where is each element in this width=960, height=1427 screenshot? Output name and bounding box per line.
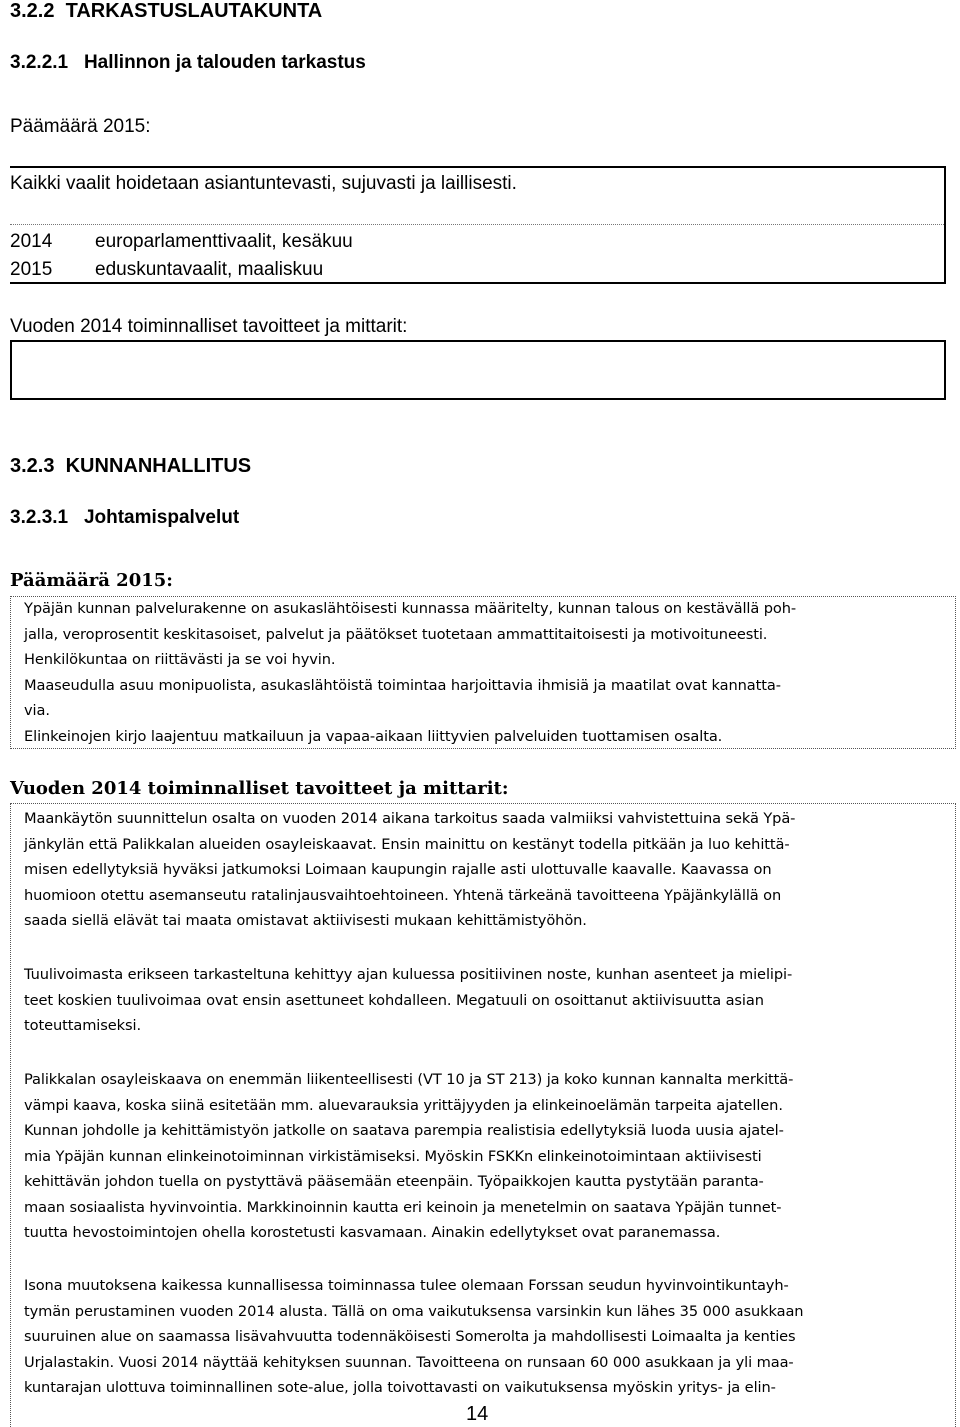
text-line: jalla, veroprosentit keskitasoiset, palvelut ja päätökset tuotetaan ammattitaitoisesti ja motivoituneesti. bbox=[24, 625, 768, 643]
election-row bbox=[10, 231, 353, 253]
section-number: 3.2.3.1 bbox=[10, 507, 69, 528]
audit-goal-text: Kaikki vaalit hoidetaan asiantuntevasti, sujuvasti ja laillisesti. bbox=[10, 173, 517, 194]
text-line: Henkilökuntaa on riittävästi ja se voi hyvin. bbox=[24, 651, 336, 668]
section-number: 3.2.2.1 bbox=[10, 52, 69, 73]
text-line: jänkylän että Palikkalan alueiden osayleiskaavat. Ensin mainittu on kestänyt todella pitkään ja luo kehittä- bbox=[24, 835, 790, 853]
text-line: Kunnan johdolle ja kehittämistyön jatkolle on saatava parempia realistisia edellytyksiä luoda uusia ajatel- bbox=[24, 1122, 784, 1139]
section-title: Johtamispalvelut bbox=[83, 507, 240, 528]
text-line: Isona muutoksena kaikessa kunnallisessa toiminnassa tulee olemaan Forssan seudun hyvinvointikuntayh- bbox=[24, 1277, 789, 1294]
text-line: Maaseudulla asuu monipuolista, asukaslähtöistä toimintaa harjoittavia ihmisiä ja maatilat ovat kannatta- bbox=[24, 676, 781, 694]
text-line: mia Ypäjän kunnan elinkeinotoiminnan virkistämiseksi. Myöskin FSKKn elinkeinotoimintaan aktiivisesti bbox=[24, 1147, 762, 1165]
election-year: 2015 bbox=[10, 259, 53, 280]
management-goal-text bbox=[24, 596, 796, 749]
page-number: 14 bbox=[466, 1403, 489, 1425]
text-line: huomioon otettu asemanseutu ratalinjausvaihtoehtoineen. Yhtenä tärkeänä tavoitteena Ypäjänkylällä on bbox=[24, 886, 782, 904]
text-line: tymän perustaminen vuoden 2014 alusta. Tällä on oma vaikutuksensa varsinkin kun lähes 35 000 asukkaan bbox=[24, 1302, 804, 1320]
text-line: suuruinen alue on saamassa lisävahvuutta todennäköisesti Somerolta ja mahdollisesti Loimaalta ja kenties bbox=[24, 1328, 796, 1345]
section-heading-3-2-3 bbox=[10, 455, 251, 478]
audit-goal-divider bbox=[10, 224, 944, 225]
election-text: europarlamenttivaalit, kesäkuu bbox=[95, 231, 353, 252]
text-line: Palikkalan osayleiskaava on enemmän liikenteellisesti (VT 10 ja ST 213) ja koko kunnan kannalta merkittä- bbox=[24, 1071, 794, 1088]
text-line: Elinkeinojen kirjo laajentuu matkailuun ja vapaa-aikaan liittyvien palveluiden tuottamisen osalta. bbox=[24, 727, 723, 745]
text-line: misen edellytyksiä hyväksi jatkumoksi Loimaan kaupungin rajalle asti ulottuvalle kaavalle. Kaavassa on bbox=[24, 861, 772, 878]
section-heading-3-2-2 bbox=[10, 0, 322, 23]
text-line: Maankäytön suunnittelun osalta on vuoden 2014 aikana tarkoitus saada valmiiksi vahvistettuina sekä Ypä- bbox=[24, 810, 796, 827]
text-line: Urjalastakin. Vuosi 2014 näyttää kehityksen suunnan. Tavoitteena on runsaan 60 000 asukkaan ja yli maa- bbox=[24, 1353, 794, 1371]
text-line: saada siellä elävät tai maata omistavat aktiivisesti mukaan kehittämistyöhön. bbox=[24, 912, 587, 929]
section-title: TARKASTUSLAUTAKUNTA bbox=[65, 0, 323, 22]
text-line: toteuttamiseksi. bbox=[24, 1017, 141, 1034]
text-line: maan sosiaalista hyvinvointia. Markkinoinnin kautta eri keinoin ja menetelmin on saatava Ypäjän tunnet- bbox=[24, 1198, 782, 1216]
text-line: Ypäjän kunnan palvelurakenne on asukaslähtöisesti kunnassa määritelty, kunnan talous on kestävällä poh- bbox=[24, 600, 797, 617]
text-line: kehittävän johdon tuella on pystyttävä pääsemään eteenpäin. Työpaikkojen kautta pystytään paranta- bbox=[24, 1173, 764, 1190]
management-targets-heading: Vuoden 2014 toiminnalliset tavoitteet ja mittarit: bbox=[10, 778, 509, 799]
text-line: Tuulivoimasta erikseen tarkasteltuna kehittyy ajan kuluessa positiivinen noste, kunhan asenteet ja mielipi- bbox=[24, 966, 793, 983]
section-title: KUNNANHALLITUS bbox=[65, 455, 252, 477]
audit-goal-heading: Päämäärä 2015: bbox=[10, 116, 151, 137]
section-number: 3.2.2 bbox=[10, 0, 55, 22]
text-line: vämpi kaava, koska siinä esitetään mm. aluevarauksia yrittäjyyden ja elinkeinoelämän tarpeita ajatellen. bbox=[24, 1096, 783, 1114]
targets-paragraph-2 bbox=[24, 962, 792, 1039]
audit-targets-box bbox=[10, 340, 946, 400]
section-number: 3.2.3 bbox=[10, 455, 55, 477]
text-line: kuntarajan ulottuva toiminnallinen sote-alue, jolla toivottavasti on vaikutuksensa myöskin yritys- ja elin- bbox=[24, 1379, 776, 1396]
audit-targets-heading: Vuoden 2014 toiminnalliset tavoitteet ja mittarit: bbox=[10, 316, 408, 337]
targets-paragraph-4 bbox=[24, 1273, 803, 1401]
targets-paragraph-1 bbox=[24, 806, 795, 934]
targets-paragraph-3 bbox=[24, 1067, 793, 1246]
text-line: tuutta hevostoimintojen ohella korostetusti kasvamaan. Ainakin edellytykset ovat paranemassa. bbox=[24, 1224, 721, 1241]
section-heading-3-2-2-1 bbox=[10, 52, 366, 74]
text-line: teet koskien tuulivoimaa ovat ensin asettuneet kohdalleen. Megatuuli on osoittanut aktiivisuutta asian bbox=[24, 991, 764, 1009]
section-title: Hallinnon ja talouden tarkastus bbox=[83, 52, 366, 73]
election-year: 2014 bbox=[10, 231, 53, 252]
section-heading-3-2-3-1 bbox=[10, 507, 239, 529]
election-row bbox=[10, 259, 323, 281]
management-goal-heading: Päämäärä 2015: bbox=[10, 570, 173, 591]
text-line: via. bbox=[24, 702, 50, 719]
election-text: eduskuntavaalit, maaliskuu bbox=[95, 259, 324, 280]
